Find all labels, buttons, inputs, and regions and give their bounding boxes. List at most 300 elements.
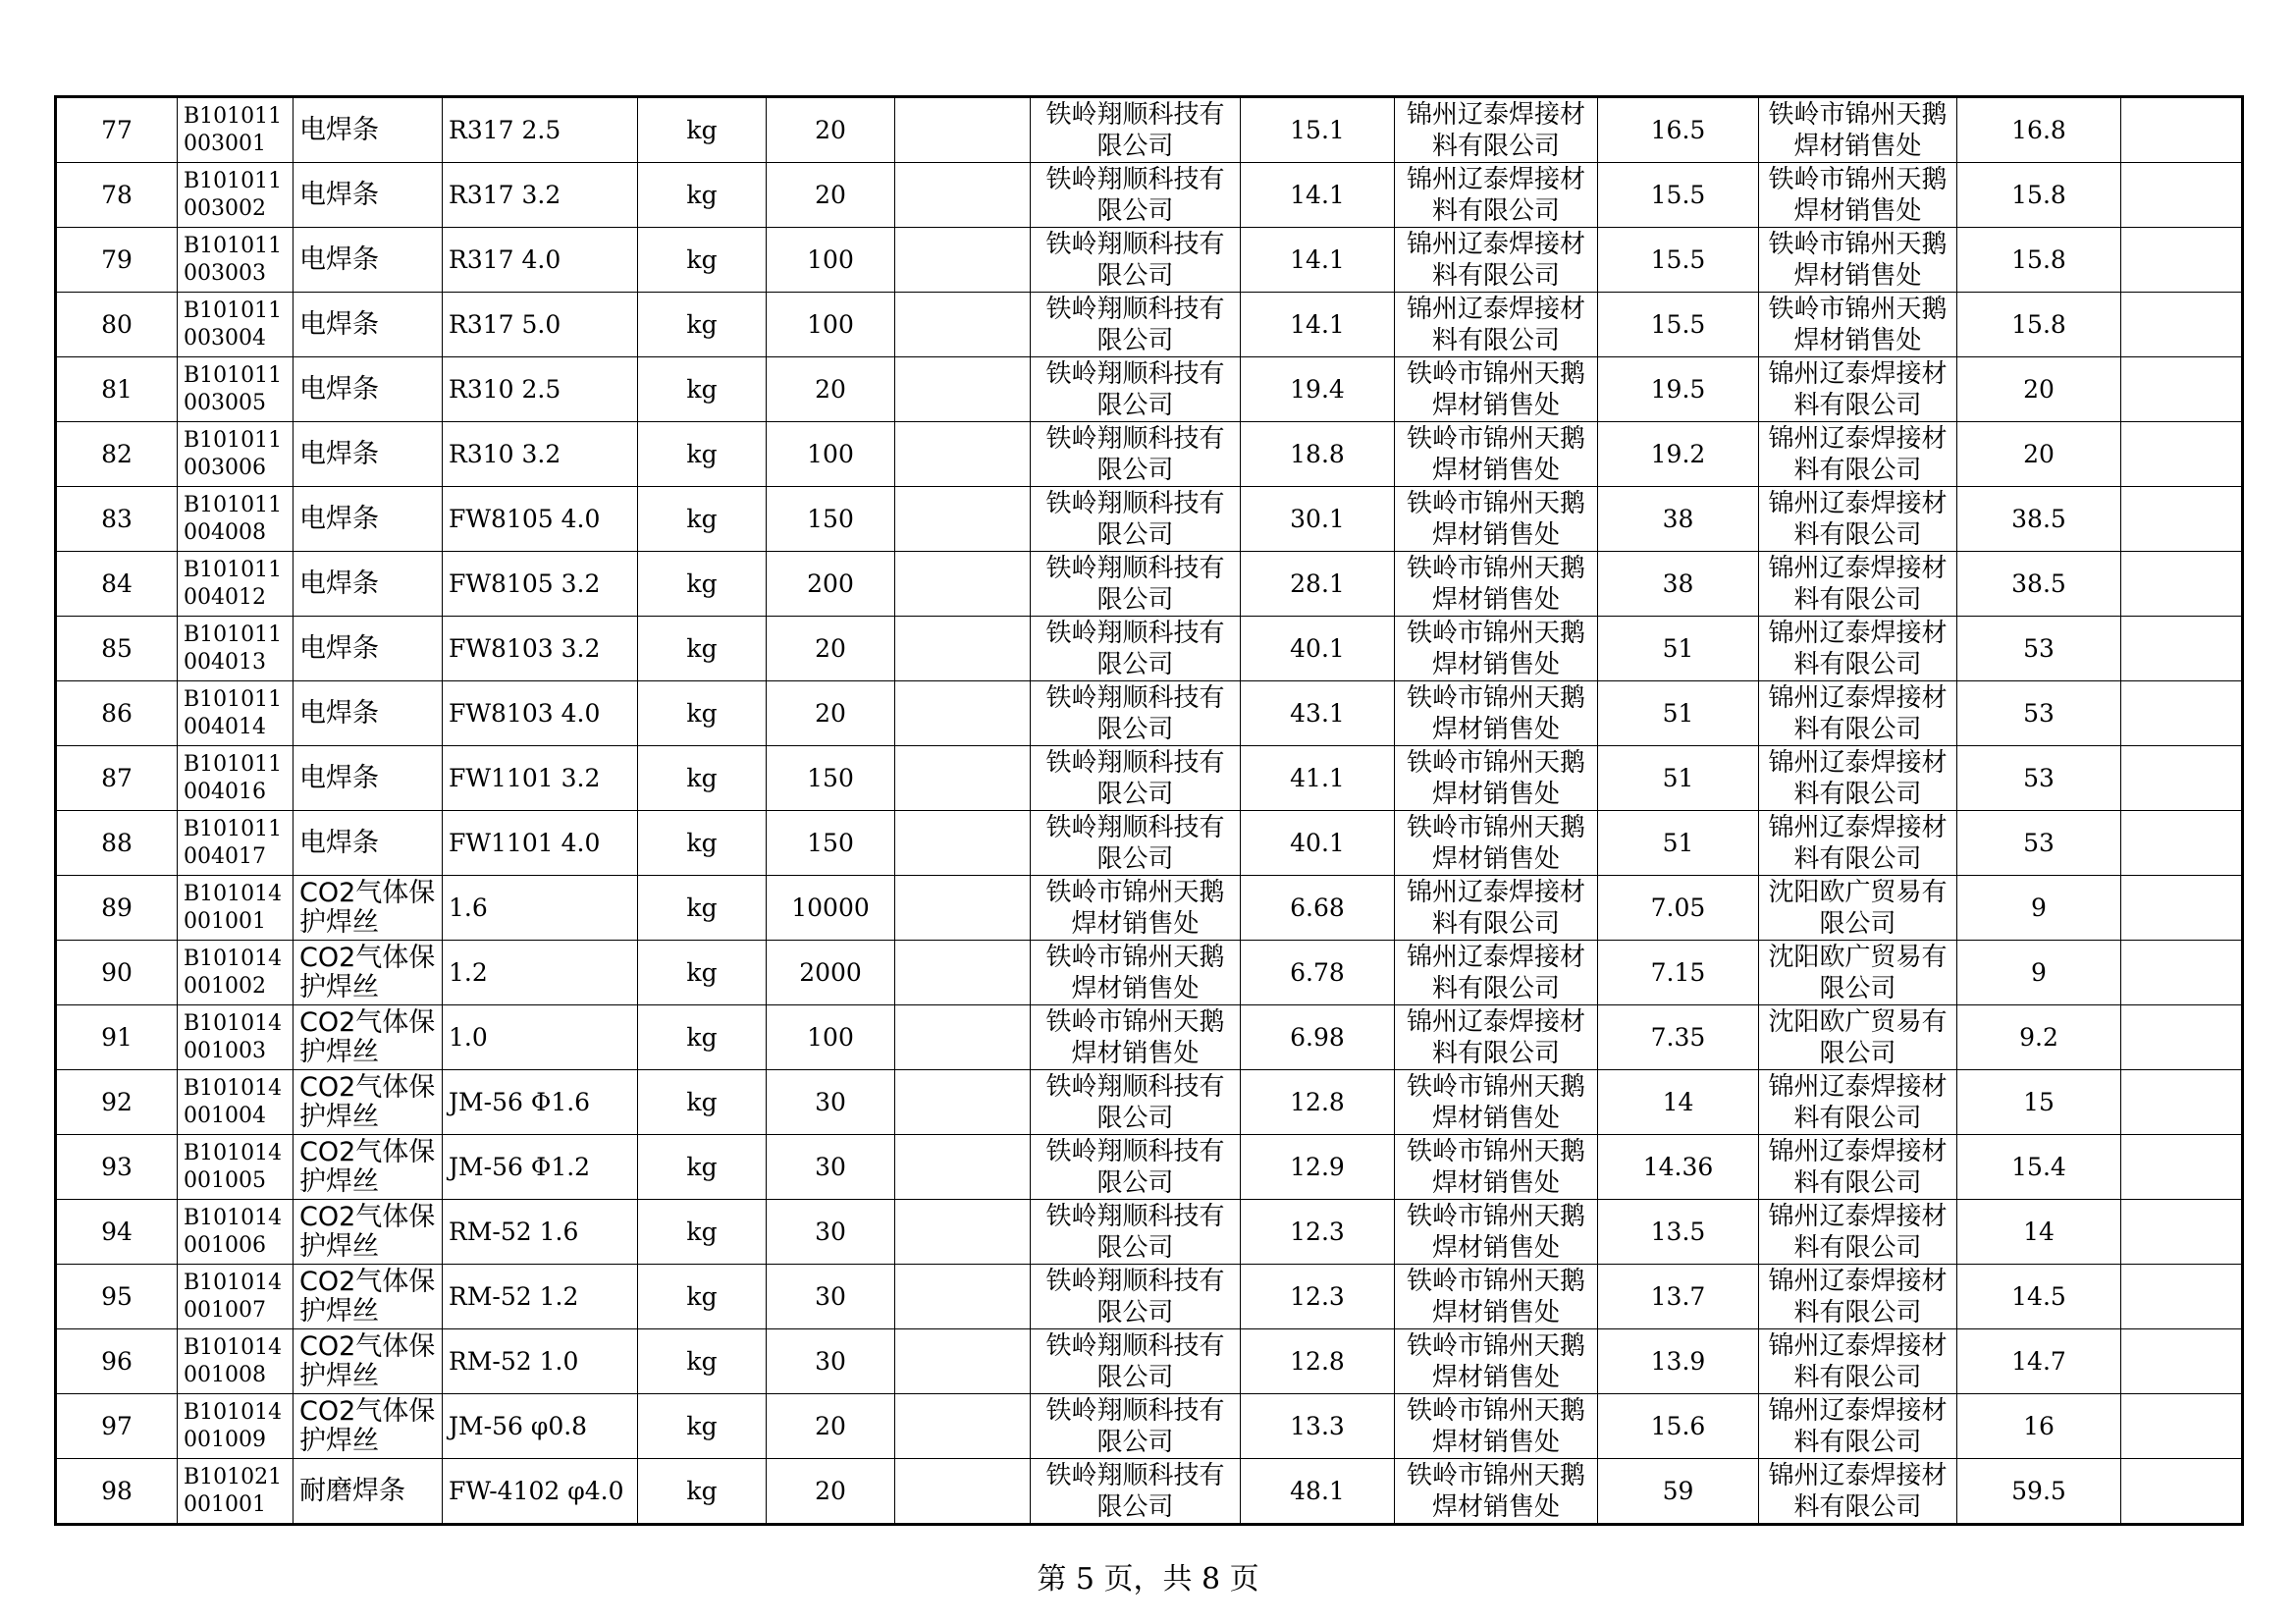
row-number-cell: 91 bbox=[56, 1005, 178, 1070]
price-3-cell: 38.5 bbox=[1957, 552, 2121, 617]
blank-cell bbox=[895, 941, 1031, 1005]
blank-cell bbox=[895, 681, 1031, 746]
supplier-3-cell: 沈阳欧广贸易有限公司 bbox=[1759, 876, 1957, 941]
row-number-cell: 78 bbox=[56, 163, 178, 228]
supplier-1-cell: 铁岭翔顺科技有限公司 bbox=[1031, 1394, 1241, 1459]
spec-cell: FW8103 4.0 bbox=[443, 681, 638, 746]
quantity-cell: 30 bbox=[767, 1329, 895, 1394]
supplier-2-cell: 铁岭市锦州天鹅焊材销售处 bbox=[1395, 1394, 1598, 1459]
material-name-cell: 电焊条 bbox=[294, 617, 443, 681]
spec-cell: FW1101 4.0 bbox=[443, 811, 638, 876]
supplier-1-cell: 铁岭翔顺科技有限公司 bbox=[1031, 163, 1241, 228]
unit-cell: kg bbox=[638, 1394, 767, 1459]
spec-cell: FW8105 3.2 bbox=[443, 552, 638, 617]
supplier-2-cell: 铁岭市锦州天鹅焊材销售处 bbox=[1395, 1459, 1598, 1525]
table-row bbox=[56, 163, 2243, 228]
blank-cell bbox=[895, 1265, 1031, 1329]
table-row bbox=[56, 1005, 2243, 1070]
spec-cell: JM-56 Φ1.2 bbox=[443, 1135, 638, 1200]
supplier-2-cell: 铁岭市锦州天鹅焊材销售处 bbox=[1395, 1265, 1598, 1329]
material-code-cell: B101011004008 bbox=[178, 487, 294, 552]
blank-cell bbox=[895, 422, 1031, 487]
row-number-cell: 92 bbox=[56, 1070, 178, 1135]
material-code-cell: B101014001008 bbox=[178, 1329, 294, 1394]
price-2-cell: 16.5 bbox=[1598, 97, 1759, 163]
row-number-cell: 98 bbox=[56, 1459, 178, 1525]
price-3-cell: 15.4 bbox=[1957, 1135, 2121, 1200]
quantity-cell: 150 bbox=[767, 811, 895, 876]
supplier-1-cell: 铁岭翔顺科技有限公司 bbox=[1031, 617, 1241, 681]
material-name-cell: CO2气体保护焊丝 bbox=[294, 876, 443, 941]
price-3-cell: 15 bbox=[1957, 1070, 2121, 1135]
supplier-1-cell: 铁岭市锦州天鹅焊材销售处 bbox=[1031, 941, 1241, 1005]
price-3-cell: 14.5 bbox=[1957, 1265, 2121, 1329]
supplier-2-cell: 锦州辽泰焊接材料有限公司 bbox=[1395, 163, 1598, 228]
row-number-cell: 88 bbox=[56, 811, 178, 876]
spec-cell: JM-56 φ0.8 bbox=[443, 1394, 638, 1459]
price-1-cell: 40.1 bbox=[1241, 811, 1395, 876]
remark-cell bbox=[2121, 1070, 2243, 1135]
supplier-1-cell: 铁岭市锦州天鹅焊材销售处 bbox=[1031, 1005, 1241, 1070]
blank-cell bbox=[895, 1135, 1031, 1200]
material-code-cell: B101011004012 bbox=[178, 552, 294, 617]
price-1-cell: 12.8 bbox=[1241, 1329, 1395, 1394]
price-2-cell: 19.2 bbox=[1598, 422, 1759, 487]
table-row bbox=[56, 293, 2243, 357]
blank-cell bbox=[895, 1394, 1031, 1459]
price-2-cell: 14 bbox=[1598, 1070, 1759, 1135]
spec-cell: R310 3.2 bbox=[443, 422, 638, 487]
quantity-cell: 200 bbox=[767, 552, 895, 617]
quantity-cell: 30 bbox=[767, 1135, 895, 1200]
table-row bbox=[56, 681, 2243, 746]
price-1-cell: 12.3 bbox=[1241, 1200, 1395, 1265]
material-name-cell: CO2气体保护焊丝 bbox=[294, 1135, 443, 1200]
quantity-cell: 20 bbox=[767, 97, 895, 163]
supplier-3-cell: 锦州辽泰焊接材料有限公司 bbox=[1759, 552, 1957, 617]
material-code-cell: B101014001001 bbox=[178, 876, 294, 941]
supplier-3-cell: 锦州辽泰焊接材料有限公司 bbox=[1759, 681, 1957, 746]
remark-cell bbox=[2121, 228, 2243, 293]
supplier-1-cell: 铁岭翔顺科技有限公司 bbox=[1031, 1200, 1241, 1265]
price-2-cell: 13.5 bbox=[1598, 1200, 1759, 1265]
supplier-1-cell: 铁岭翔顺科技有限公司 bbox=[1031, 422, 1241, 487]
price-2-cell: 19.5 bbox=[1598, 357, 1759, 422]
quantity-cell: 30 bbox=[767, 1070, 895, 1135]
blank-cell bbox=[895, 163, 1031, 228]
supplier-3-cell: 铁岭市锦州天鹅焊材销售处 bbox=[1759, 97, 1957, 163]
unit-cell: kg bbox=[638, 811, 767, 876]
material-name-cell: 电焊条 bbox=[294, 97, 443, 163]
unit-cell: kg bbox=[638, 617, 767, 681]
quantity-cell: 20 bbox=[767, 1394, 895, 1459]
remark-cell bbox=[2121, 97, 2243, 163]
quantity-cell: 20 bbox=[767, 357, 895, 422]
price-1-cell: 30.1 bbox=[1241, 487, 1395, 552]
supplier-1-cell: 铁岭翔顺科技有限公司 bbox=[1031, 1459, 1241, 1525]
material-code-cell: B101021001001 bbox=[178, 1459, 294, 1525]
unit-cell: kg bbox=[638, 1200, 767, 1265]
supplier-2-cell: 铁岭市锦州天鹅焊材销售处 bbox=[1395, 357, 1598, 422]
price-2-cell: 13.9 bbox=[1598, 1329, 1759, 1394]
supplier-1-cell: 铁岭翔顺科技有限公司 bbox=[1031, 681, 1241, 746]
price-3-cell: 53 bbox=[1957, 681, 2121, 746]
unit-cell: kg bbox=[638, 357, 767, 422]
row-number-cell: 83 bbox=[56, 487, 178, 552]
supplier-1-cell: 铁岭翔顺科技有限公司 bbox=[1031, 1135, 1241, 1200]
remark-cell bbox=[2121, 487, 2243, 552]
price-1-cell: 6.98 bbox=[1241, 1005, 1395, 1070]
price-2-cell: 15.5 bbox=[1598, 293, 1759, 357]
spec-cell: FW8105 4.0 bbox=[443, 487, 638, 552]
unit-cell: kg bbox=[638, 1265, 767, 1329]
supplier-2-cell: 铁岭市锦州天鹅焊材销售处 bbox=[1395, 1135, 1598, 1200]
supplier-3-cell: 锦州辽泰焊接材料有限公司 bbox=[1759, 357, 1957, 422]
remark-cell bbox=[2121, 876, 2243, 941]
unit-cell: kg bbox=[638, 97, 767, 163]
price-1-cell: 6.68 bbox=[1241, 876, 1395, 941]
material-name-cell: CO2气体保护焊丝 bbox=[294, 941, 443, 1005]
quantity-cell: 30 bbox=[767, 1200, 895, 1265]
material-code-cell: B101011003004 bbox=[178, 293, 294, 357]
supplier-2-cell: 铁岭市锦州天鹅焊材销售处 bbox=[1395, 811, 1598, 876]
unit-cell: kg bbox=[638, 681, 767, 746]
price-2-cell: 38 bbox=[1598, 552, 1759, 617]
spec-cell: FW-4102 φ4.0 bbox=[443, 1459, 638, 1525]
table-row bbox=[56, 357, 2243, 422]
table-row bbox=[56, 1329, 2243, 1394]
supplier-1-cell: 铁岭翔顺科技有限公司 bbox=[1031, 228, 1241, 293]
supplier-3-cell: 锦州辽泰焊接材料有限公司 bbox=[1759, 746, 1957, 811]
spec-cell: RM-52 1.2 bbox=[443, 1265, 638, 1329]
table-row bbox=[56, 811, 2243, 876]
material-code-cell: B101014001003 bbox=[178, 1005, 294, 1070]
supplier-2-cell: 铁岭市锦州天鹅焊材销售处 bbox=[1395, 1200, 1598, 1265]
material-name-cell: 电焊条 bbox=[294, 422, 443, 487]
price-3-cell: 14.7 bbox=[1957, 1329, 2121, 1394]
material-name-cell: 电焊条 bbox=[294, 681, 443, 746]
quantity-cell: 20 bbox=[767, 163, 895, 228]
quantity-cell: 100 bbox=[767, 228, 895, 293]
material-code-cell: B101011004013 bbox=[178, 617, 294, 681]
row-number-cell: 94 bbox=[56, 1200, 178, 1265]
material-name-cell: 电焊条 bbox=[294, 746, 443, 811]
price-2-cell: 7.15 bbox=[1598, 941, 1759, 1005]
quantity-cell: 30 bbox=[767, 1265, 895, 1329]
table-row bbox=[56, 1200, 2243, 1265]
row-number-cell: 84 bbox=[56, 552, 178, 617]
supplier-1-cell: 铁岭市锦州天鹅焊材销售处 bbox=[1031, 876, 1241, 941]
supplier-3-cell: 锦州辽泰焊接材料有限公司 bbox=[1759, 422, 1957, 487]
price-2-cell: 15.5 bbox=[1598, 228, 1759, 293]
spec-cell: 1.2 bbox=[443, 941, 638, 1005]
quantity-cell: 100 bbox=[767, 422, 895, 487]
remark-cell bbox=[2121, 746, 2243, 811]
row-number-cell: 79 bbox=[56, 228, 178, 293]
remark-cell bbox=[2121, 1135, 2243, 1200]
supplier-2-cell: 锦州辽泰焊接材料有限公司 bbox=[1395, 293, 1598, 357]
material-name-cell: CO2气体保护焊丝 bbox=[294, 1070, 443, 1135]
remark-cell bbox=[2121, 941, 2243, 1005]
row-number-cell: 87 bbox=[56, 746, 178, 811]
price-3-cell: 53 bbox=[1957, 811, 2121, 876]
price-2-cell: 13.7 bbox=[1598, 1265, 1759, 1329]
remark-cell bbox=[2121, 811, 2243, 876]
row-number-cell: 85 bbox=[56, 617, 178, 681]
spec-cell: JM-56 Φ1.6 bbox=[443, 1070, 638, 1135]
supplier-1-cell: 铁岭翔顺科技有限公司 bbox=[1031, 1329, 1241, 1394]
price-3-cell: 16.8 bbox=[1957, 97, 2121, 163]
unit-cell: kg bbox=[638, 293, 767, 357]
supplier-2-cell: 铁岭市锦州天鹅焊材销售处 bbox=[1395, 681, 1598, 746]
unit-cell: kg bbox=[638, 1070, 767, 1135]
price-1-cell: 43.1 bbox=[1241, 681, 1395, 746]
remark-cell bbox=[2121, 1200, 2243, 1265]
spec-cell: R317 5.0 bbox=[443, 293, 638, 357]
supplier-2-cell: 铁岭市锦州天鹅焊材销售处 bbox=[1395, 552, 1598, 617]
quantity-cell: 150 bbox=[767, 746, 895, 811]
unit-cell: kg bbox=[638, 1135, 767, 1200]
material-code-cell: B101014001006 bbox=[178, 1200, 294, 1265]
unit-cell: kg bbox=[638, 876, 767, 941]
material-code-cell: B101014001002 bbox=[178, 941, 294, 1005]
spec-cell: R310 2.5 bbox=[443, 357, 638, 422]
supplier-3-cell: 锦州辽泰焊接材料有限公司 bbox=[1759, 617, 1957, 681]
remark-cell bbox=[2121, 552, 2243, 617]
quantity-cell: 20 bbox=[767, 681, 895, 746]
table-body bbox=[56, 97, 2243, 1525]
spec-cell: R317 2.5 bbox=[443, 97, 638, 163]
blank-cell bbox=[895, 552, 1031, 617]
quantity-cell: 20 bbox=[767, 617, 895, 681]
remark-cell bbox=[2121, 163, 2243, 228]
supplier-1-cell: 铁岭翔顺科技有限公司 bbox=[1031, 487, 1241, 552]
price-1-cell: 14.1 bbox=[1241, 293, 1395, 357]
price-3-cell: 9.2 bbox=[1957, 1005, 2121, 1070]
price-1-cell: 48.1 bbox=[1241, 1459, 1395, 1525]
price-3-cell: 53 bbox=[1957, 617, 2121, 681]
material-name-cell: CO2气体保护焊丝 bbox=[294, 1329, 443, 1394]
price-1-cell: 6.78 bbox=[1241, 941, 1395, 1005]
supplier-1-cell: 铁岭翔顺科技有限公司 bbox=[1031, 552, 1241, 617]
supplier-1-cell: 铁岭翔顺科技有限公司 bbox=[1031, 97, 1241, 163]
material-name-cell: 电焊条 bbox=[294, 163, 443, 228]
price-3-cell: 15.8 bbox=[1957, 163, 2121, 228]
price-2-cell: 15.6 bbox=[1598, 1394, 1759, 1459]
supplier-2-cell: 铁岭市锦州天鹅焊材销售处 bbox=[1395, 617, 1598, 681]
remark-cell bbox=[2121, 617, 2243, 681]
remark-cell bbox=[2121, 1394, 2243, 1459]
supplier-3-cell: 锦州辽泰焊接材料有限公司 bbox=[1759, 1459, 1957, 1525]
supplier-1-cell: 铁岭翔顺科技有限公司 bbox=[1031, 746, 1241, 811]
unit-cell: kg bbox=[638, 422, 767, 487]
page-number: 第 5 页，共 8 页 bbox=[1037, 1562, 1259, 1597]
table-row bbox=[56, 1394, 2243, 1459]
table-row bbox=[56, 617, 2243, 681]
price-1-cell: 28.1 bbox=[1241, 552, 1395, 617]
price-2-cell: 38 bbox=[1598, 487, 1759, 552]
material-name-cell: 耐磨焊条 bbox=[294, 1459, 443, 1525]
row-number-cell: 77 bbox=[56, 97, 178, 163]
price-2-cell: 7.35 bbox=[1598, 1005, 1759, 1070]
unit-cell: kg bbox=[638, 1329, 767, 1394]
price-2-cell: 51 bbox=[1598, 681, 1759, 746]
price-1-cell: 19.4 bbox=[1241, 357, 1395, 422]
supplier-2-cell: 铁岭市锦州天鹅焊材销售处 bbox=[1395, 487, 1598, 552]
unit-cell: kg bbox=[638, 487, 767, 552]
price-1-cell: 41.1 bbox=[1241, 746, 1395, 811]
material-code-cell: B101014001007 bbox=[178, 1265, 294, 1329]
blank-cell bbox=[895, 228, 1031, 293]
price-1-cell: 15.1 bbox=[1241, 97, 1395, 163]
material-name-cell: 电焊条 bbox=[294, 357, 443, 422]
supplier-2-cell: 锦州辽泰焊接材料有限公司 bbox=[1395, 228, 1598, 293]
material-code-cell: B101014001005 bbox=[178, 1135, 294, 1200]
supplier-3-cell: 锦州辽泰焊接材料有限公司 bbox=[1759, 811, 1957, 876]
unit-cell: kg bbox=[638, 552, 767, 617]
material-name-cell: 电焊条 bbox=[294, 487, 443, 552]
price-3-cell: 9 bbox=[1957, 941, 2121, 1005]
price-3-cell: 15.8 bbox=[1957, 293, 2121, 357]
price-1-cell: 40.1 bbox=[1241, 617, 1395, 681]
quantity-cell: 150 bbox=[767, 487, 895, 552]
remark-cell bbox=[2121, 422, 2243, 487]
price-1-cell: 18.8 bbox=[1241, 422, 1395, 487]
table-row bbox=[56, 1265, 2243, 1329]
unit-cell: kg bbox=[638, 163, 767, 228]
price-2-cell: 51 bbox=[1598, 617, 1759, 681]
supplier-2-cell: 锦州辽泰焊接材料有限公司 bbox=[1395, 941, 1598, 1005]
price-2-cell: 51 bbox=[1598, 811, 1759, 876]
supplier-3-cell: 铁岭市锦州天鹅焊材销售处 bbox=[1759, 163, 1957, 228]
price-1-cell: 13.3 bbox=[1241, 1394, 1395, 1459]
table-row bbox=[56, 746, 2243, 811]
row-number-cell: 89 bbox=[56, 876, 178, 941]
price-2-cell: 14.36 bbox=[1598, 1135, 1759, 1200]
table-row bbox=[56, 1070, 2243, 1135]
spec-cell: RM-52 1.0 bbox=[443, 1329, 638, 1394]
supplier-3-cell: 铁岭市锦州天鹅焊材销售处 bbox=[1759, 228, 1957, 293]
material-code-cell: B101011004017 bbox=[178, 811, 294, 876]
table-row bbox=[56, 228, 2243, 293]
material-name-cell: 电焊条 bbox=[294, 552, 443, 617]
blank-cell bbox=[895, 876, 1031, 941]
blank-cell bbox=[895, 1459, 1031, 1525]
supplier-3-cell: 沈阳欧广贸易有限公司 bbox=[1759, 1005, 1957, 1070]
price-3-cell: 38.5 bbox=[1957, 487, 2121, 552]
spec-cell: RM-52 1.6 bbox=[443, 1200, 638, 1265]
material-name-cell: 电焊条 bbox=[294, 811, 443, 876]
price-comparison-table bbox=[54, 95, 2244, 1526]
blank-cell bbox=[895, 1329, 1031, 1394]
row-number-cell: 82 bbox=[56, 422, 178, 487]
price-1-cell: 12.3 bbox=[1241, 1265, 1395, 1329]
supplier-2-cell: 锦州辽泰焊接材料有限公司 bbox=[1395, 1005, 1598, 1070]
price-3-cell: 15.8 bbox=[1957, 228, 2121, 293]
material-code-cell: B101011003005 bbox=[178, 357, 294, 422]
supplier-2-cell: 铁岭市锦州天鹅焊材销售处 bbox=[1395, 1070, 1598, 1135]
price-1-cell: 14.1 bbox=[1241, 163, 1395, 228]
supplier-3-cell: 锦州辽泰焊接材料有限公司 bbox=[1759, 1329, 1957, 1394]
row-number-cell: 90 bbox=[56, 941, 178, 1005]
blank-cell bbox=[895, 357, 1031, 422]
row-number-cell: 93 bbox=[56, 1135, 178, 1200]
price-2-cell: 15.5 bbox=[1598, 163, 1759, 228]
table-row bbox=[56, 1135, 2243, 1200]
supplier-1-cell: 铁岭翔顺科技有限公司 bbox=[1031, 1265, 1241, 1329]
supplier-1-cell: 铁岭翔顺科技有限公司 bbox=[1031, 811, 1241, 876]
row-number-cell: 95 bbox=[56, 1265, 178, 1329]
material-code-cell: B101011003003 bbox=[178, 228, 294, 293]
material-code-cell: B101014001004 bbox=[178, 1070, 294, 1135]
supplier-1-cell: 铁岭翔顺科技有限公司 bbox=[1031, 293, 1241, 357]
material-code-cell: B101011003001 bbox=[178, 97, 294, 163]
supplier-2-cell: 锦州辽泰焊接材料有限公司 bbox=[1395, 97, 1598, 163]
material-code-cell: B101014001009 bbox=[178, 1394, 294, 1459]
material-name-cell: CO2气体保护焊丝 bbox=[294, 1265, 443, 1329]
blank-cell bbox=[895, 746, 1031, 811]
supplier-3-cell: 锦州辽泰焊接材料有限公司 bbox=[1759, 1135, 1957, 1200]
supplier-3-cell: 铁岭市锦州天鹅焊材销售处 bbox=[1759, 293, 1957, 357]
remark-cell bbox=[2121, 293, 2243, 357]
supplier-3-cell: 锦州辽泰焊接材料有限公司 bbox=[1759, 1394, 1957, 1459]
supplier-3-cell: 锦州辽泰焊接材料有限公司 bbox=[1759, 1265, 1957, 1329]
supplier-1-cell: 铁岭翔顺科技有限公司 bbox=[1031, 1070, 1241, 1135]
price-3-cell: 16 bbox=[1957, 1394, 2121, 1459]
blank-cell bbox=[895, 1005, 1031, 1070]
price-3-cell: 59.5 bbox=[1957, 1459, 2121, 1525]
unit-cell: kg bbox=[638, 941, 767, 1005]
spec-cell: 1.0 bbox=[443, 1005, 638, 1070]
remark-cell bbox=[2121, 1329, 2243, 1394]
table-row bbox=[56, 487, 2243, 552]
quantity-cell: 10000 bbox=[767, 876, 895, 941]
row-number-cell: 80 bbox=[56, 293, 178, 357]
price-3-cell: 53 bbox=[1957, 746, 2121, 811]
blank-cell bbox=[895, 293, 1031, 357]
table-row bbox=[56, 876, 2243, 941]
table-row bbox=[56, 941, 2243, 1005]
price-3-cell: 20 bbox=[1957, 357, 2121, 422]
unit-cell: kg bbox=[638, 1005, 767, 1070]
price-2-cell: 59 bbox=[1598, 1459, 1759, 1525]
blank-cell bbox=[895, 1200, 1031, 1265]
spec-cell: FW1101 3.2 bbox=[443, 746, 638, 811]
row-number-cell: 81 bbox=[56, 357, 178, 422]
supplier-3-cell: 锦州辽泰焊接材料有限公司 bbox=[1759, 1200, 1957, 1265]
supplier-2-cell: 锦州辽泰焊接材料有限公司 bbox=[1395, 876, 1598, 941]
remark-cell bbox=[2121, 681, 2243, 746]
table-row bbox=[56, 97, 2243, 163]
material-name-cell: CO2气体保护焊丝 bbox=[294, 1200, 443, 1265]
quantity-cell: 2000 bbox=[767, 941, 895, 1005]
spec-cell: R317 4.0 bbox=[443, 228, 638, 293]
row-number-cell: 97 bbox=[56, 1394, 178, 1459]
blank-cell bbox=[895, 1070, 1031, 1135]
price-1-cell: 14.1 bbox=[1241, 228, 1395, 293]
quantity-cell: 20 bbox=[767, 1459, 895, 1525]
price-3-cell: 14 bbox=[1957, 1200, 2121, 1265]
supplier-2-cell: 铁岭市锦州天鹅焊材销售处 bbox=[1395, 746, 1598, 811]
supplier-3-cell: 沈阳欧广贸易有限公司 bbox=[1759, 941, 1957, 1005]
price-2-cell: 51 bbox=[1598, 746, 1759, 811]
material-name-cell: 电焊条 bbox=[294, 293, 443, 357]
row-number-cell: 86 bbox=[56, 681, 178, 746]
price-1-cell: 12.8 bbox=[1241, 1070, 1395, 1135]
spec-cell: R317 3.2 bbox=[443, 163, 638, 228]
remark-cell bbox=[2121, 357, 2243, 422]
unit-cell: kg bbox=[638, 228, 767, 293]
